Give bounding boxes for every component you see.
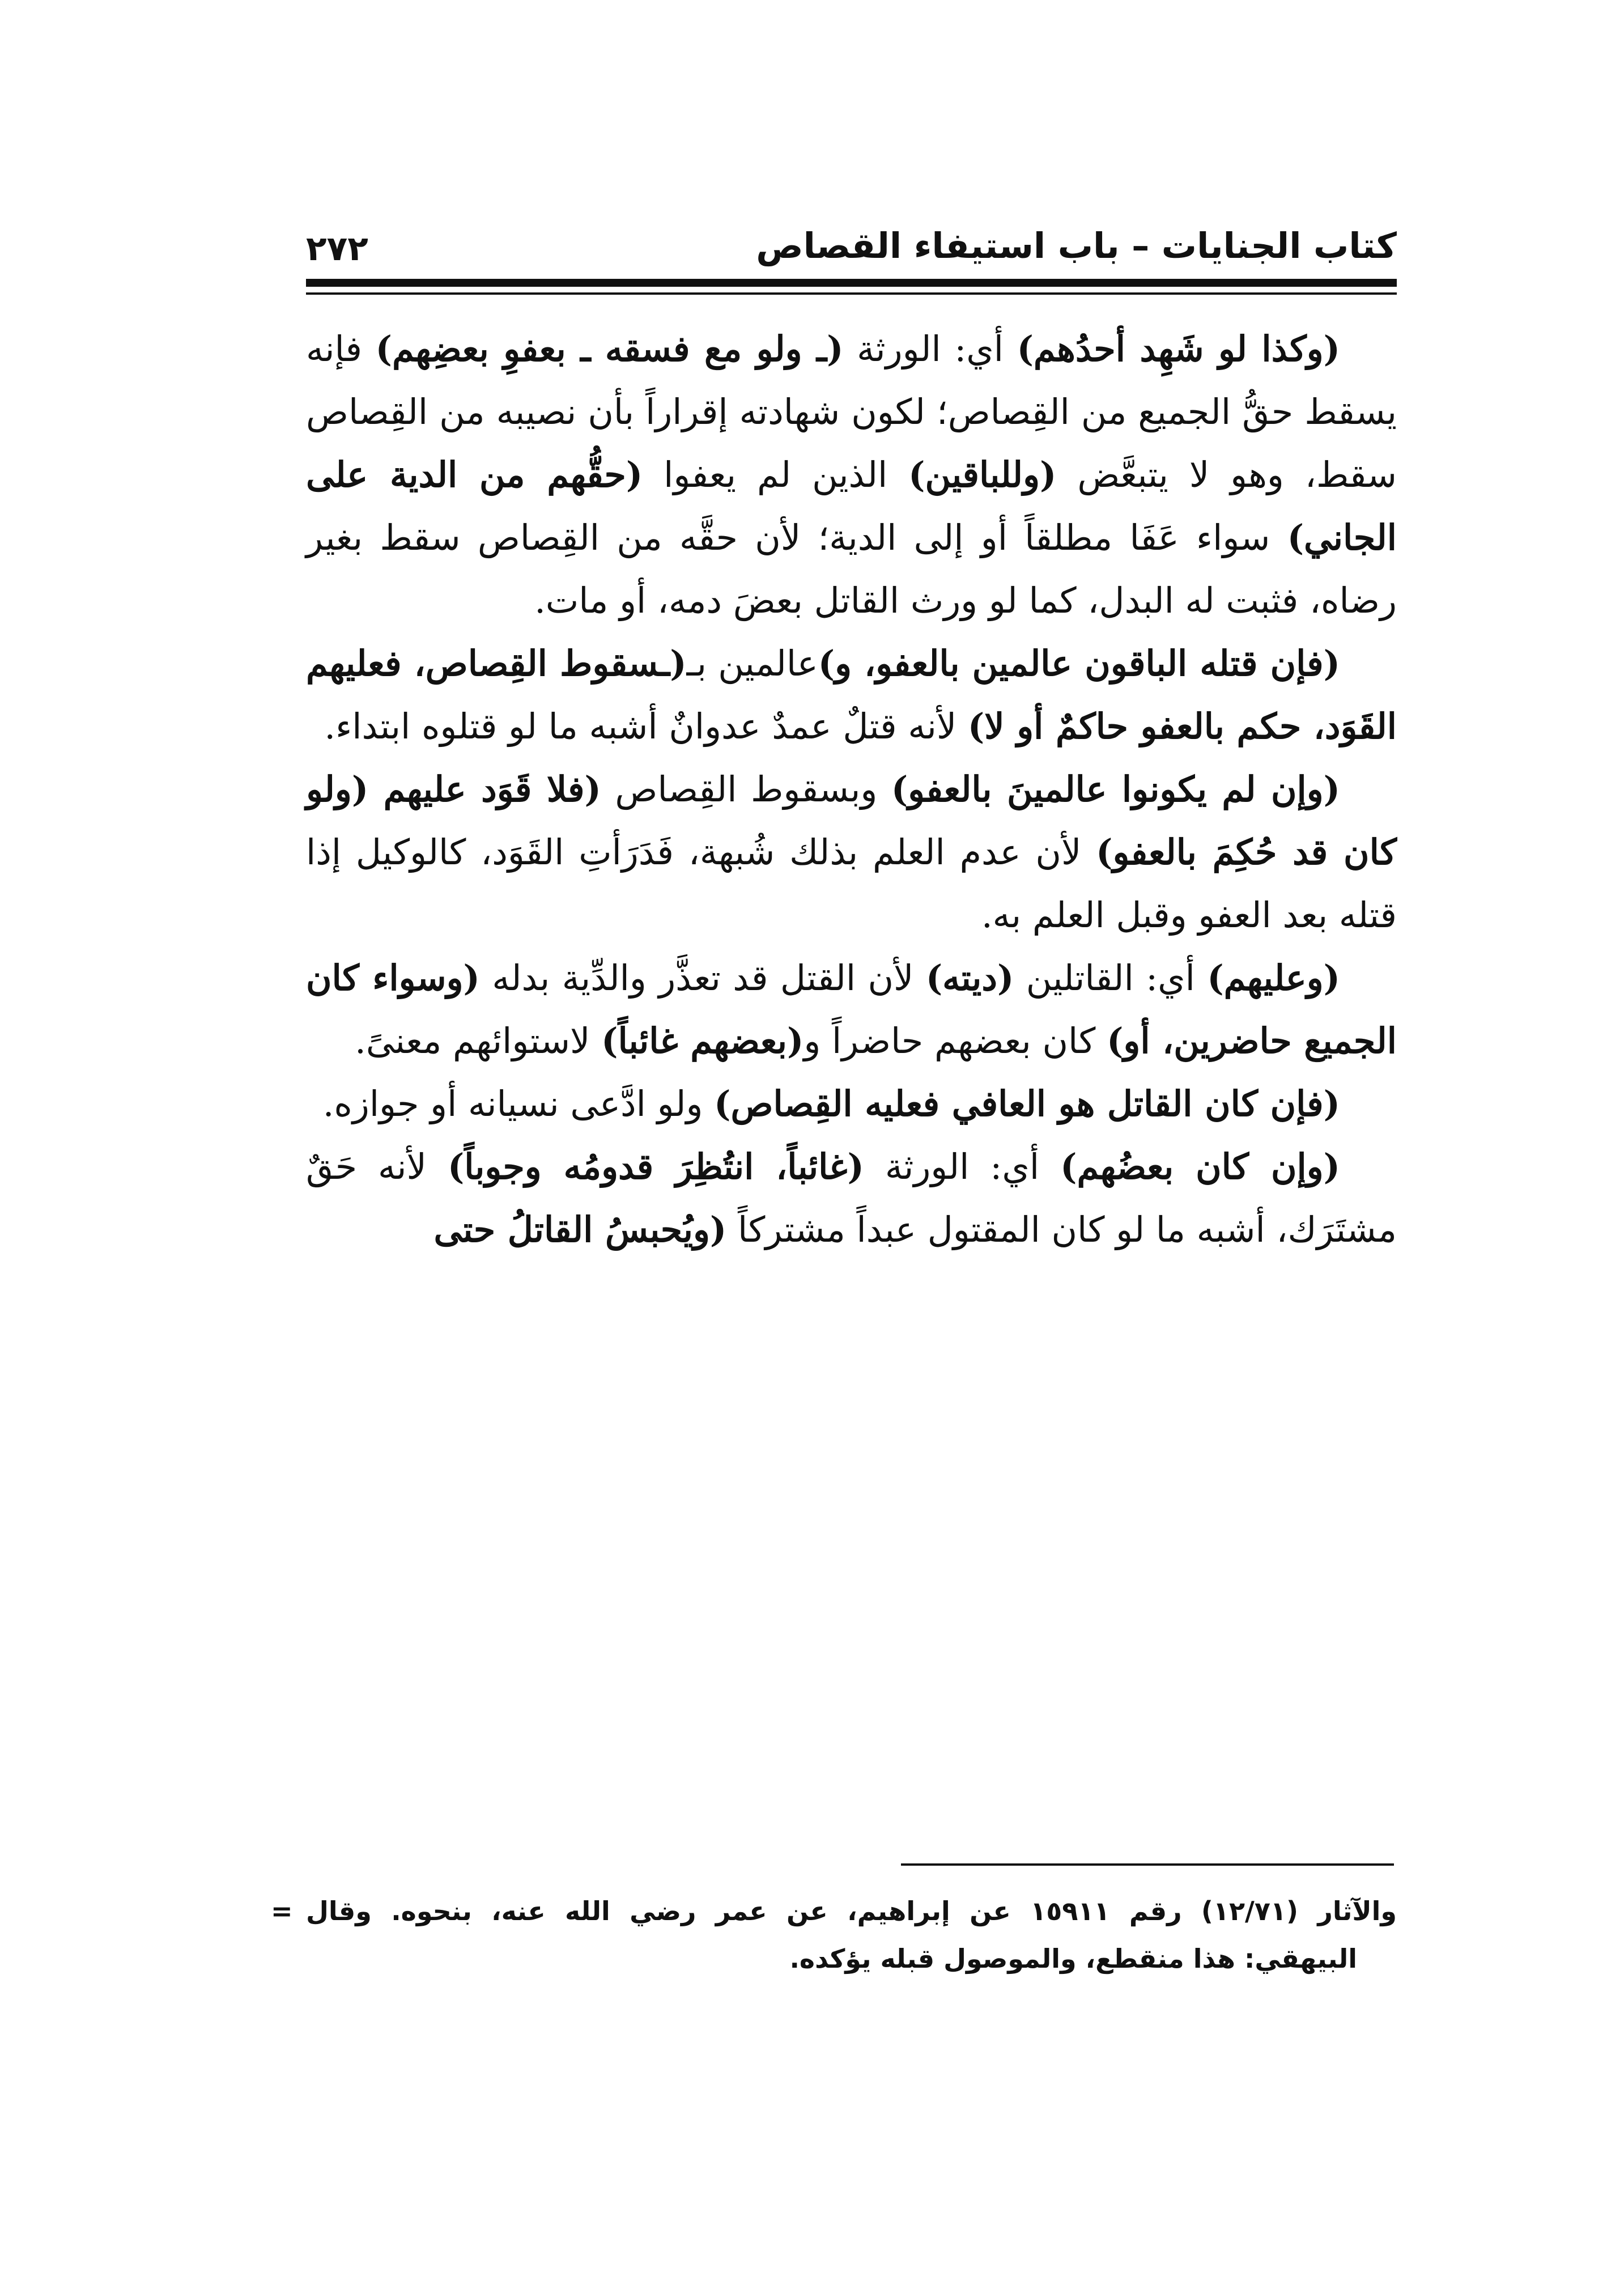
- page-number: ٢٧٢: [306, 229, 368, 269]
- paragraph: [306, 1072, 1397, 1135]
- running-header: [306, 211, 1397, 273]
- matn-text: (فلا قَوَد عليهم (ولو كان قد حُكِمَ بالعفو): [306, 768, 1397, 873]
- footnote-continuation-marker: =: [271, 1896, 293, 1926]
- sharh-text: لأن عدم العلم بذلك شُبهة، فَدَرَأتِ القَوَد، كالوكيل إذا قتله بعد العفو وقبل العلم به.: [306, 831, 1397, 936]
- sharh-text: الذين لم يعفوا: [643, 454, 909, 495]
- sharh-text: عالمين بـ: [686, 643, 818, 684]
- matn-text: (وكذا لو شَهِد أحدُهم): [1017, 328, 1340, 370]
- footnote-line: البيهقي: هذا منقطع، والموصول قبله يؤكده.: [789, 1943, 1357, 1974]
- sharh-text: سواء عَفَا مطلقاً أو إلى الدية؛ لأن حقَّه من القِصاص سقط بغير رضاه، فثبت له البدل، كما لو ورث القاتل بعضَ دمه، أو مات.: [306, 517, 1397, 621]
- sharh-text: لأن القتل قد تعذَّر والدِّية بدله: [479, 957, 926, 999]
- header-rule-thin: [306, 292, 1397, 295]
- matn-text: (ـسقوط القِصاص، فعليهم القَوَد، حكم بالعفو حاكمٌ أو لا): [306, 643, 1397, 747]
- sharh-text: كان بعضهم حاضراً و: [804, 1020, 1107, 1061]
- matn-text: (وسواء كان الجميع حاضرين، أو): [306, 957, 1397, 1061]
- paragraph: [306, 317, 1397, 632]
- matn-text: (حقُّهم من الدية على الجاني): [306, 454, 1397, 558]
- matn-text: (ويُحبسُ القاتلُ حتى: [433, 1209, 727, 1250]
- paragraph: [306, 946, 1397, 1072]
- paragraph: [306, 1135, 1397, 1261]
- matn-text: (فإن قتله الباقون عالمين بالعفو، و): [818, 643, 1340, 684]
- sharh-text: وبسقوط القِصاص: [601, 768, 891, 810]
- sharh-text: أي: الورثة: [843, 328, 1017, 370]
- matn-text: (وإن لم يكونوا عالمينَ بالعفو): [891, 768, 1341, 810]
- matn-text: (وإن كان بعضُهم): [1060, 1146, 1340, 1187]
- sharh-text: لأنه قتلٌ عمدٌ عدوانٌ أشبه ما لو قتلوه ابتداء.: [324, 706, 968, 747]
- matn-text: (ـ ولو مع فسقه ـ بعفوِ بعضِهم): [375, 328, 844, 370]
- matn-text: (وللباقين): [908, 454, 1057, 495]
- matn-text: (وعليهم): [1207, 957, 1341, 999]
- footnote-separator: [901, 1863, 1394, 1866]
- paragraph: [306, 758, 1397, 946]
- sharh-text: أي: القاتلين: [1014, 957, 1208, 999]
- sharh-text: لاستوائهم معنىً.: [355, 1020, 602, 1061]
- footnote: [271, 1887, 1397, 1982]
- matn-text: (بعضهم غائباً): [601, 1020, 804, 1061]
- sharh-text: فإنه يسقط حقُّ الجميع من القِصاص؛ لكون شهادته إقراراً بأن نصيبه من القِصاص سقط، وهو لا يتبعَّض: [306, 328, 1397, 495]
- chapter-title: كتاب الجنايات – باب استيفاء القصاص: [756, 225, 1397, 266]
- footnote-line: والآثار (١٢/٧١) رقم ١٥٩١١ عن إبراهيم، عن عمر رضي الله عنه، بنحوه. وقال: [306, 1896, 1397, 1926]
- sharh-text: أي: الورثة: [864, 1146, 1061, 1187]
- header-rule-thick: [306, 279, 1397, 287]
- sharh-text: ولو ادَّعى نسيانه أو جوازه.: [322, 1083, 715, 1124]
- paragraph: [306, 632, 1397, 758]
- sharh-text: لأنه حَقٌ مشتَرَك، أشبه ما لو كان المقتول عبداً مشتركاً: [306, 1146, 1397, 1250]
- matn-text: (غائباً، انتُظِرَ قدومُه وجوباً): [447, 1146, 864, 1187]
- matn-text: (ديته): [925, 957, 1014, 999]
- main-text: [306, 317, 1397, 1261]
- matn-text: (فإن كان القاتل هو العافي فعليه القِصاص): [714, 1083, 1340, 1124]
